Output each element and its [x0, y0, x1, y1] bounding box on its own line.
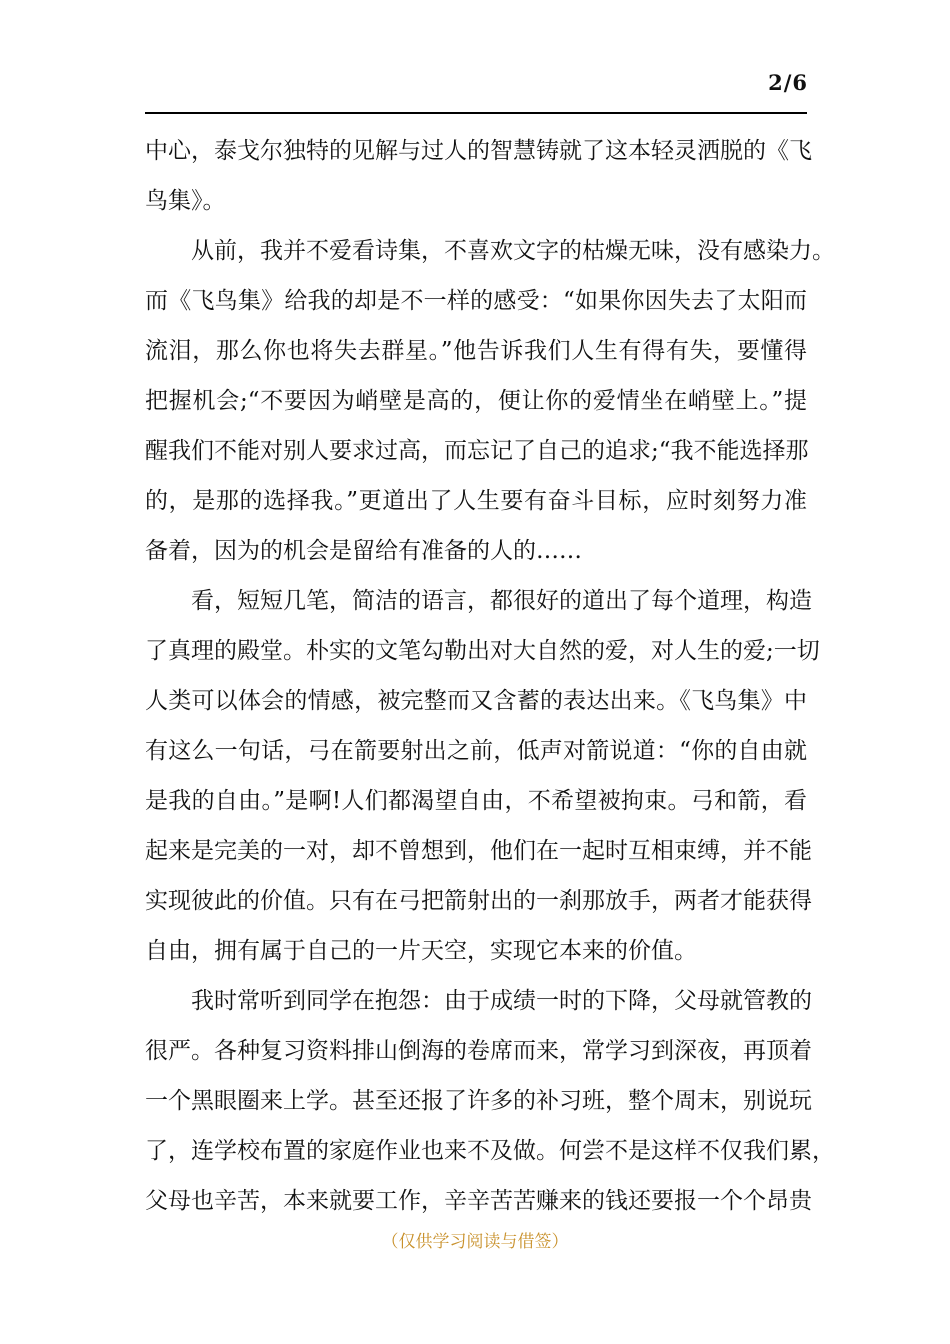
- text-line: 一个黑眼圈来上学。甚至还报了许多的补习班，整个周末，别说玩: [145, 1088, 812, 1114]
- text-line: 父母也辛苦，本来就要工作，辛辛苦苦赚来的钱还要报一个个昂贵: [145, 1188, 812, 1214]
- text-line: 把握机会;“不要因为峭壁是高的，便让你的爱情坐在峭壁上。”提: [145, 388, 807, 414]
- text-line: 从前，我并不爱看诗集，不喜欢文字的枯燥无味，没有感染力。: [191, 238, 835, 264]
- text-line: 人类可以体会的情感，被完整而又含蓄的表达出来。《飞鸟集》中: [145, 688, 807, 714]
- body-text: [145, 126, 835, 1226]
- header-divider: [145, 112, 807, 114]
- text-line: 自由，拥有属于自己的一片天空，实现它本来的价值。: [145, 938, 697, 964]
- page-number: 2/6: [768, 70, 808, 95]
- text-line: 起来是完美的一对，却不曾想到，他们在一起时互相束缚，并不能: [145, 838, 812, 864]
- text-line: 是我的自由。”是啊!人们都渴望自由，不希望被拘束。弓和箭，看: [145, 788, 807, 814]
- text-line: 了真理的殿堂。朴实的文笔勾勒出对大自然的爱，对人生的爱;一切: [145, 638, 820, 664]
- text-line: 我时常听到同学在抱怨：由于成绩一时的下降，父母就管教的: [191, 988, 812, 1014]
- text-line: 了，连学校布置的家庭作业也来不及做。何尝不是这样不仅我们累，: [145, 1138, 835, 1164]
- text-line: 实现彼此的价值。只有在弓把箭射出的一刹那放手，两者才能获得: [145, 888, 812, 914]
- text-line: 鸟集》。: [145, 188, 226, 214]
- text-line: 备着，因为的机会是留给有准备的人的……: [145, 538, 582, 564]
- text-line: 很严。各种复习资料排山倒海的卷席而来，常学习到深夜，再顶着: [145, 1038, 812, 1064]
- text-line: 流泪，那么你也将失去群星。”他告诉我们人生有得有失，要懂得: [145, 338, 807, 364]
- text-line: 中心，泰戈尔独特的见解与过人的智慧铸就了这本轻灵洒脱的《飞: [145, 138, 812, 164]
- text-line: 的，是那的选择我。”更道出了人生要有奋斗目标，应时刻努力准: [145, 488, 807, 514]
- footer-note: （仅供学习阅读与借签）: [381, 1232, 569, 1252]
- text-line: 看，短短几笔，简洁的语言，都很好的道出了每个道理，构造: [191, 588, 812, 614]
- text-line: 而《飞鸟集》给我的却是不一样的感受：“如果你因失去了太阳而: [145, 288, 807, 314]
- text-line: 有这么一句话，弓在箭要射出之前，低声对箭说道：“你的自由就: [145, 738, 807, 764]
- text-line: 醒我们不能对别人要求过高，而忘记了自己的追求;“我不能选择那: [145, 438, 809, 464]
